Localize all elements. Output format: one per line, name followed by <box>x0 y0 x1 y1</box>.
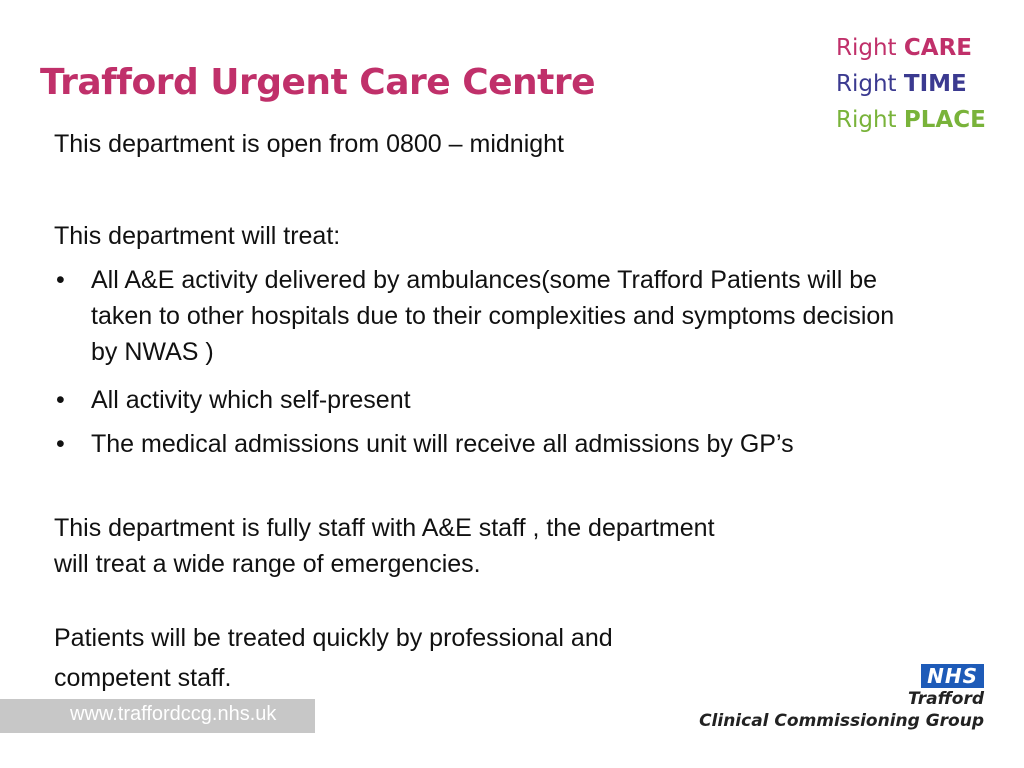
nhs-logo-badge: NHS <box>921 664 984 688</box>
footer-url-bar <box>0 699 315 733</box>
bullet-marker: • <box>56 430 65 458</box>
tagline-prefix: Right <box>836 71 897 97</box>
patients-text-line2: competent staff. <box>54 664 232 692</box>
slide-title: Trafford Urgent Care Centre <box>40 62 596 103</box>
opening-hours-text: This department is open from 0800 – midnight <box>54 130 564 158</box>
tagline-prefix: Right <box>836 107 897 133</box>
bullet-marker: • <box>56 386 65 414</box>
bullet-text: All activity which self-present <box>91 386 411 414</box>
website-url: www.traffordccg.nhs.uk <box>70 703 277 725</box>
right-care-tagline <box>836 30 986 138</box>
bullet-item <box>54 262 934 372</box>
bullet-text: All A&E activity delivered by ambulances(some Trafford Patients will be taken to other hospitals due to their complexities and symptoms decision by NWAS ) <box>91 266 895 366</box>
patients-text-line1: Patients will be treated quickly by professional and <box>54 624 613 652</box>
treat-heading: This department will treat: <box>54 222 341 250</box>
nhs-trafford-ccg-logo <box>699 664 984 732</box>
tagline-line-time <box>836 66 986 102</box>
tagline-prefix: Right <box>836 35 897 61</box>
tagline-word-care: CARE <box>903 35 972 61</box>
staffing-text-line1: This department is fully staff with A&E staff , the department <box>54 514 715 542</box>
tagline-line-care <box>836 30 986 66</box>
bullet-text: The medical admissions unit will receive all admissions by GP’s <box>91 430 794 458</box>
tagline-line-place <box>836 102 986 138</box>
org-name-line2: Clinical Commissioning Group <box>699 711 984 731</box>
staffing-text-line2: will treat a wide range of emergencies. <box>54 550 481 578</box>
bullet-item <box>54 426 934 498</box>
bullet-marker: • <box>56 266 65 294</box>
org-name-line1: Trafford <box>908 689 984 709</box>
tagline-word-time: TIME <box>903 71 967 97</box>
tagline-word-place: PLACE <box>903 107 986 133</box>
bullet-item <box>54 382 934 418</box>
